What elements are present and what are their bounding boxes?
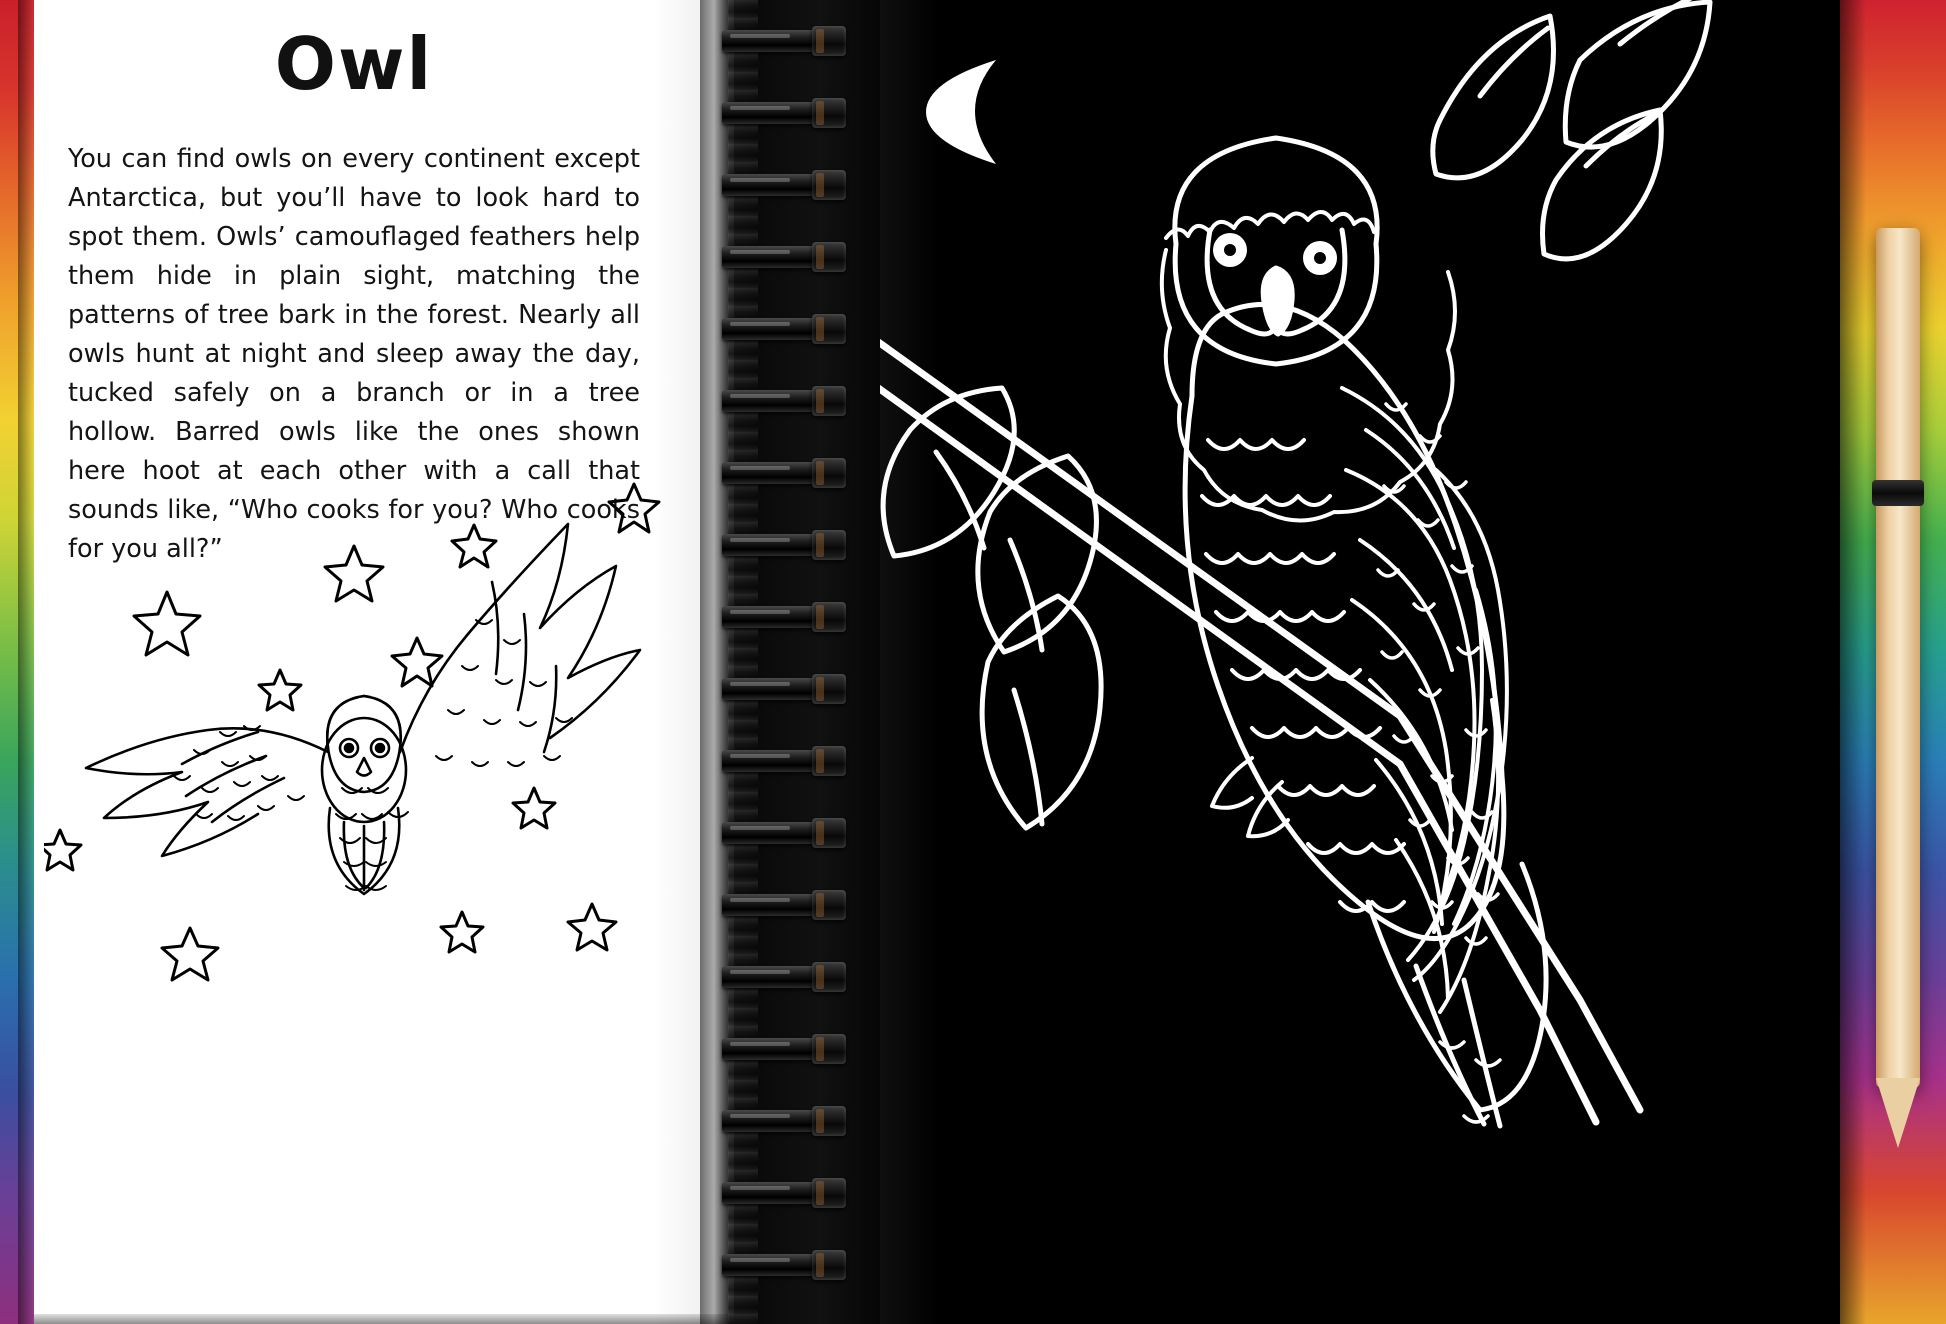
binding-coil <box>700 456 880 490</box>
right-page-gutter-shadow <box>880 0 940 1324</box>
binding-coil <box>700 312 880 346</box>
binding-coil <box>700 168 880 202</box>
wooden-stylus[interactable] <box>1876 228 1920 1088</box>
left-page <box>34 0 734 1324</box>
flying-owl-illustration <box>44 470 684 990</box>
binding-coil <box>700 600 880 634</box>
stars-group <box>44 484 659 980</box>
right-page <box>880 0 1840 1324</box>
cover-right-shadow <box>1840 0 1866 1324</box>
binding-coil <box>700 384 880 418</box>
binding-coil <box>700 1176 880 1210</box>
binding-coil <box>700 528 880 562</box>
binding-coil <box>700 1248 880 1282</box>
stylus-tip <box>1876 1078 1920 1148</box>
cover-left-edge <box>0 0 34 1324</box>
binding-coil <box>700 1104 880 1138</box>
binding-coil <box>700 1032 880 1066</box>
binding-coil <box>700 24 880 58</box>
page-bottom-edge <box>34 1314 734 1324</box>
spiral-binding <box>700 0 880 1324</box>
perched-owl-illustration <box>880 0 1840 1324</box>
binding-coil <box>700 240 880 274</box>
binding-coil <box>700 672 880 706</box>
page-body-text: You can find owls on every continent except Antarctica, but you’ll have to look hard to spot them. Owls’ camouflaged feathers help them hide in plain sight, matching the patterns of tree bark in the forest. Nearly all owls hunt at night and sleep away the day, tucked safely on a branch or in a tree hollow. Barred owls like the ones shown here hoot at each other with a call that sounds like, “Who cooks for you? Who cooks for you all?” <box>68 144 640 564</box>
binding-coil <box>700 816 880 850</box>
stylus-band <box>1872 480 1924 506</box>
binding-coil <box>700 888 880 922</box>
binding-coil <box>700 744 880 778</box>
cover-left-inner-shadow <box>18 0 34 1324</box>
binding-coil <box>700 96 880 130</box>
binding-coil <box>700 960 880 994</box>
page-title: Owl <box>274 22 434 106</box>
